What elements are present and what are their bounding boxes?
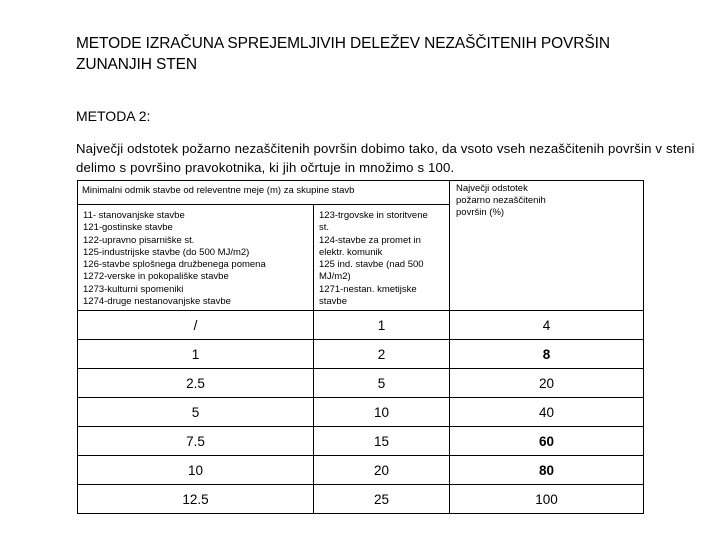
group1-item: 11- stanovanjske stavbe (83, 210, 185, 221)
cell-group2: 15 (314, 427, 450, 456)
group2-item: 1271-nestan. kmetijske stavbe (319, 283, 417, 308)
cell-group1: 1 (78, 340, 314, 369)
cell-group2: 1 (314, 311, 450, 340)
table-row (78, 427, 644, 456)
header-max-percent (450, 181, 644, 311)
group1-item: 121-gostinske stavbe (83, 222, 173, 234)
group1-item: 1272-verske in pokopališke stavbe (83, 271, 229, 283)
cell-group2: 25 (314, 485, 450, 514)
cell-group1: 7.5 (78, 427, 314, 456)
cell-group1: / (78, 311, 314, 340)
cell-group2: 10 (314, 398, 450, 427)
cell-percent: 60 (450, 427, 644, 456)
building-group-2 (314, 205, 450, 311)
table-header-row (78, 181, 644, 205)
group1-item: 125-industrijske stavbe (do 500 MJ/m2) (83, 246, 250, 258)
table-row (78, 398, 644, 427)
header-min-setback: Minimalni odmik stavbe od releventne meje (m) za skupine stavb (78, 181, 450, 205)
cell-group1: 12.5 (78, 485, 314, 514)
cell-group2: 5 (314, 369, 450, 398)
cell-percent: 100 (450, 485, 644, 514)
table-row (78, 485, 644, 514)
cell-group1: 2.5 (78, 369, 314, 398)
cell-percent: 80 (450, 456, 644, 485)
cell-percent: 4 (450, 311, 644, 340)
method-heading: METODA 2: (76, 108, 151, 124)
group1-item: 122-upravno pisarniške st. (83, 234, 195, 246)
page-title: METODE IZRAČUNA SPREJEMLJIVIH DELEŽEV NEZAŠČITENIH POVRŠIN ZUNANJIH STEN (76, 35, 610, 73)
table-row (78, 311, 644, 340)
table-row (78, 456, 644, 485)
cell-percent: 8 (450, 340, 644, 369)
building-group-1 (78, 205, 314, 311)
header-max-percent-text: Največji odstotek požarno nezaščitenih površin (%) (456, 183, 546, 218)
cell-percent: 40 (450, 398, 644, 427)
cell-percent: 20 (450, 369, 644, 398)
group2-item: 123-trgovske in storitvene st. (319, 210, 428, 234)
cell-group1: 5 (78, 398, 314, 427)
group1-item: 1273-kulturni spomeniki (83, 283, 184, 295)
setback-table (77, 180, 644, 514)
method-description: Največji odstotek požarno nezaščitenih površin dobimo tako, da vsoto vseh nezaščitenih površin v steni delimo s površino pravokotnika, ki jih očrtuje in množimo s 100. (76, 141, 695, 175)
cell-group2: 20 (314, 456, 450, 485)
group2-item: 124-stavbe za promet in elektr. komunik (319, 234, 421, 258)
cell-group2: 2 (314, 340, 450, 369)
group1-item: 126-stavbe splošnega družbenega pomena (83, 259, 266, 271)
table-row (78, 340, 644, 369)
group2-item: 125 ind. stavbe (nad 500 MJ/m2) (319, 259, 424, 283)
group1-item: 1274-druge nestanovanjske stavbe (83, 296, 231, 308)
cell-group1: 10 (78, 456, 314, 485)
table-row (78, 369, 644, 398)
